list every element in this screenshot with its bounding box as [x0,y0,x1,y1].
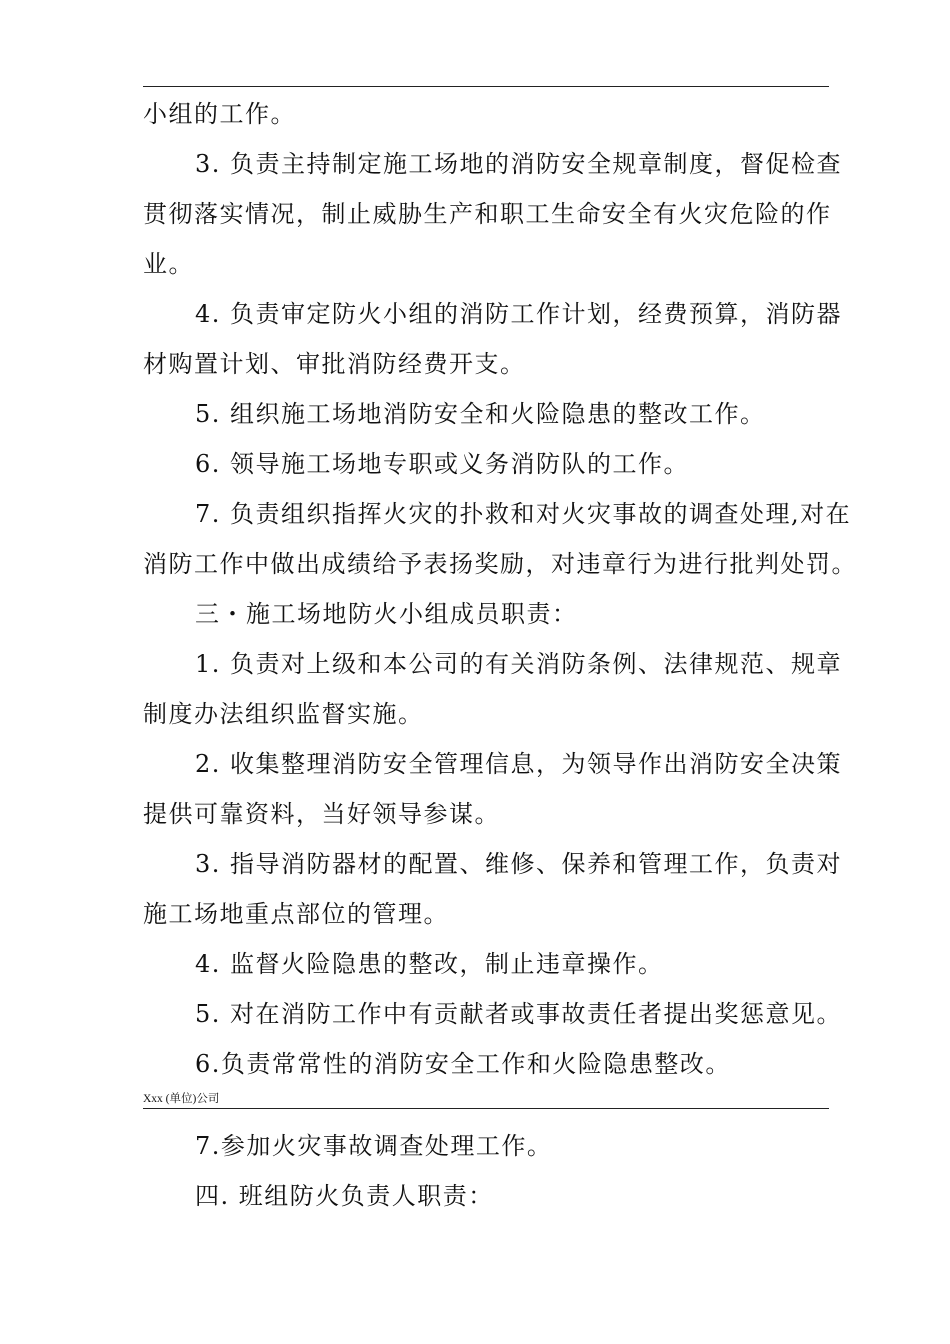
text-line: 5. 对在消防工作中有贡献者或事故责任者提出奖惩意见。 [195,1000,843,1028]
header-rule [143,86,829,87]
text-line: 4. 负责审定防火小组的消防工作计划，经费预算，消防器 [195,300,843,328]
text-line: 6. 领导施工场地专职或义务消防队的工作。 [195,450,690,478]
text-line: 3. 负责主持制定施工场地的消防安全规章制度，督促检查 [195,150,843,178]
text-line: 消防工作中做出成绩给予表扬奖励，对违章行为进行批判处罚。 [143,550,857,578]
text-line: 7.参加火灾事故调查处理工作。 [195,1132,553,1160]
section-heading: 四. 班组防火负责人职责： [195,1182,494,1210]
page-footer: Xxx (单位)公司 [143,1093,220,1105]
text-line: 小组的工作。 [143,100,296,128]
text-line: 3. 指导消防器材的配置、维修、保养和管理工作，负责对 [195,850,843,878]
footer-rule [143,1108,829,1109]
text-line: 制度办法组织监督实施。 [143,700,424,728]
text-line: 业。 [143,250,194,278]
text-line: 提供可靠资料，当好领导参谋。 [143,800,500,828]
text-line: 7. 负责组织指挥火灾的扑救和对火灾事故的调查处理,对在 [195,500,852,528]
text-line: 2. 收集整理消防安全管理信息，为领导作出消防安全决策 [195,750,843,778]
text-line: 施工场地重点部位的管理。 [143,900,449,928]
text-line: 4. 监督火险隐患的整改，制止违章操作。 [195,950,664,978]
section-heading: 三・施工场地防火小组成员职责： [195,600,578,628]
text-line: 6.负责常常性的消防安全工作和火险隐患整改。 [195,1050,731,1078]
text-line: 材购置计划、审批消防经费开支。 [143,350,526,378]
text-line: 贯彻落实情况，制止威胁生产和职工生命安全有火灾危险的作 [143,200,832,228]
text-line: 1. 负责对上级和本公司的有关消防条例、法律规范、规章 [195,650,843,678]
text-line: 5. 组织施工场地消防安全和火险隐患的整改工作。 [195,400,766,428]
